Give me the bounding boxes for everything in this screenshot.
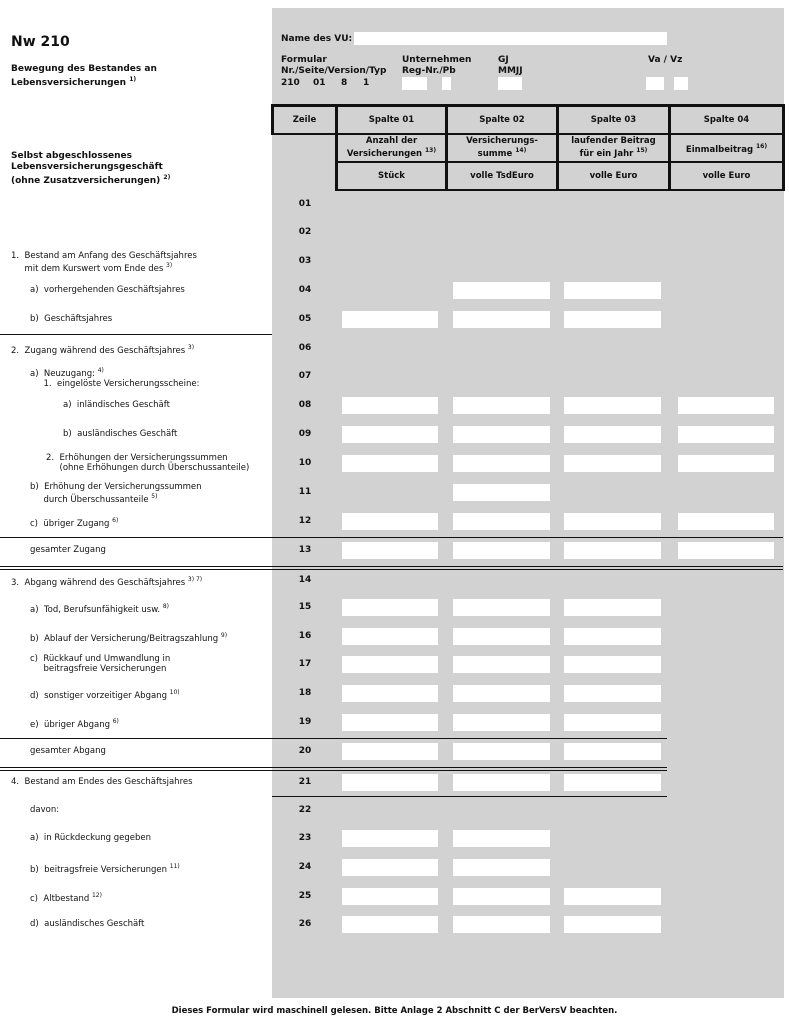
row-08-spalte-4-input[interactable]	[678, 397, 774, 414]
row-number: 22	[298, 805, 312, 815]
row-footnote: 4)	[97, 367, 104, 374]
row-label	[30, 688, 180, 701]
row-05-spalte-1-input[interactable]	[342, 311, 438, 328]
row-footnote: 8)	[162, 603, 169, 610]
description-line2-text: summe	[477, 148, 513, 159]
row-label	[30, 717, 119, 730]
description-line2	[580, 146, 648, 159]
row-label-text: a) Tod, Berufsunfähigkeit usw.	[30, 604, 161, 615]
vz-input[interactable]	[674, 77, 688, 90]
row-26-spalte-3-input[interactable]	[564, 916, 661, 933]
row-19-spalte-2-input[interactable]	[453, 714, 550, 731]
row-footnote: 9)	[220, 632, 228, 639]
description-footnote: 16)	[756, 142, 768, 150]
row-label-text: 4. Bestand am Endes des Geschäftsjahres	[11, 777, 193, 787]
section-separator	[272, 566, 783, 567]
row-label-text: c) Rückkauf und Umwandlung in	[30, 654, 171, 664]
header-vline	[782, 104, 785, 191]
row-20-spalte-3-input[interactable]	[564, 743, 661, 760]
formular-value-nr: 210	[281, 78, 300, 88]
row-21-spalte-2-input[interactable]	[453, 774, 550, 791]
row-24-spalte-2-input[interactable]	[453, 859, 550, 876]
row-label	[30, 631, 227, 644]
row-footnote: 3) 7)	[187, 576, 203, 583]
description-line1: Anzahl der	[365, 136, 418, 147]
row-footnote: 5)	[151, 493, 158, 500]
row-label	[11, 251, 197, 274]
formular-label: Formular	[281, 55, 327, 65]
row-18-spalte-3-input[interactable]	[564, 685, 661, 702]
row-25-spalte-1-input[interactable]	[342, 888, 438, 905]
row-08-spalte-3-input[interactable]	[564, 397, 661, 414]
formular-value-seite: 01	[313, 78, 326, 88]
row-13-spalte-1-input[interactable]	[342, 542, 438, 559]
row-label	[30, 545, 106, 555]
row-number: 15	[298, 602, 312, 612]
section-separator	[272, 796, 667, 797]
row-23-spalte-1-input[interactable]	[342, 830, 438, 847]
row-13-spalte-2-input[interactable]	[453, 542, 550, 559]
row-label	[63, 400, 170, 410]
row-16-spalte-1-input[interactable]	[342, 628, 438, 645]
row-label	[30, 805, 59, 815]
section-separator	[0, 537, 272, 538]
description-footnote: 14)	[515, 147, 527, 155]
zeile-header: Zeile	[292, 114, 317, 125]
row-20-spalte-2-input[interactable]	[453, 743, 550, 760]
row-number: 05	[298, 314, 312, 324]
row-19-spalte-1-input[interactable]	[342, 714, 438, 731]
spalte-4-description	[671, 135, 782, 161]
form-subtitle-line2: Lebensversicherungen $^{1)}$	[11, 76, 137, 88]
row-05-spalte-2-input[interactable]	[453, 311, 550, 328]
row-20-spalte-1-input[interactable]	[342, 743, 438, 760]
description-footnote: 13)	[424, 147, 437, 155]
row-label-text: gesamter Abgang	[30, 746, 106, 756]
row-label-text: c) übriger Zugang	[30, 518, 110, 529]
section-separator	[0, 569, 272, 570]
section-separator	[0, 334, 272, 335]
row-number: 12	[298, 516, 312, 526]
row-09-spalte-4-input[interactable]	[678, 426, 774, 443]
row-label-text: 1. Bestand am Anfang des Geschäftsjahres	[11, 251, 197, 261]
gj-input[interactable]	[498, 77, 522, 90]
row-label-text-line2: (ohne Erhöhungen durch Überschussanteile)	[46, 463, 250, 473]
row-label	[46, 453, 249, 473]
row-number: 02	[298, 227, 312, 237]
row-label	[30, 746, 106, 756]
row-25-spalte-2-input[interactable]	[453, 888, 550, 905]
row-15-spalte-3-input[interactable]	[564, 599, 661, 616]
row-label-text: b) ausländisches Geschäft	[63, 429, 178, 439]
row-label-text: a) in Rückdeckung gegeben	[30, 833, 151, 843]
row-label	[63, 429, 177, 439]
row-label-text: 2. Zugang während des Geschäftsjahres	[11, 345, 186, 356]
row-26-spalte-1-input[interactable]	[342, 916, 438, 933]
row-number: 10	[298, 458, 312, 468]
row-13-spalte-4-input[interactable]	[678, 542, 774, 559]
spalte-2-description	[448, 135, 556, 161]
row-label	[11, 343, 194, 356]
row-label	[30, 482, 202, 505]
row-label-text: d) ausländisches Geschäft	[30, 919, 145, 929]
row-17-spalte-1-input[interactable]	[342, 656, 438, 673]
unternehmen-label: Unternehmen	[402, 55, 472, 65]
row-number: 11	[298, 487, 312, 497]
spalte-3-header: Spalte 03	[590, 114, 637, 125]
spalte-1-description	[338, 135, 445, 161]
va-vz-label: Va / Vz	[648, 55, 683, 65]
row-15-spalte-1-input[interactable]	[342, 599, 438, 616]
row-number: 01	[298, 199, 312, 209]
row-label	[30, 285, 185, 295]
row-number: 13	[298, 545, 312, 555]
row-label-text-line2: beitragsfreie Versicherungen	[30, 664, 167, 674]
row-footnote: 10)	[169, 689, 180, 696]
row-number: 03	[298, 256, 312, 266]
row-16-spalte-3-input[interactable]	[564, 628, 661, 645]
vu-name-input[interactable]	[354, 32, 667, 45]
row-label	[30, 862, 180, 875]
row-footnote: 3)	[166, 262, 173, 269]
footer-note: Dieses Formular wird maschinell gelesen. Bitte Anlage 2 Abschnitt C der BerVersV beachten.	[171, 1006, 618, 1016]
row-number: 16	[298, 631, 312, 641]
section-separator	[0, 770, 272, 771]
row-number: 25	[298, 891, 312, 901]
spalte-2-header: Spalte 02	[479, 114, 525, 125]
description-line1: Einmalbeitrag	[685, 144, 754, 155]
formular-value-typ: 1	[363, 78, 370, 88]
row-label	[30, 516, 118, 529]
description-line2	[347, 146, 436, 159]
unternehmen-sub-label: Reg-Nr./Pb	[402, 66, 456, 76]
description-line1: laufender Beitrag	[571, 136, 656, 147]
row-footnote: 11)	[169, 863, 180, 870]
row-label-text: a) inländisches Geschäft	[63, 400, 170, 410]
row-10-spalte-3-input[interactable]	[564, 455, 661, 472]
row-11-spalte-2-input[interactable]	[453, 484, 550, 501]
description-line1-row	[686, 142, 767, 155]
row-09-spalte-1-input[interactable]	[342, 426, 438, 443]
row-09-spalte-3-input[interactable]	[564, 426, 661, 443]
row-12-spalte-1-input[interactable]	[342, 513, 438, 530]
spalte-3-unit: volle Euro	[589, 170, 638, 181]
row-04-spalte-3-input[interactable]	[564, 282, 661, 299]
row-label-text-line2: 1. eingelöste Versicherungsscheine:	[30, 378, 200, 389]
reg-nr-input[interactable]	[402, 77, 427, 90]
row-number: 20	[298, 746, 312, 756]
section-line2: Lebensversicherungsgeschäft	[11, 162, 163, 172]
header-hline	[336, 189, 783, 191]
row-label-text: b) Erhöhung der Versicherungssummen	[30, 482, 202, 492]
row-label-text: c) Altbestand	[30, 893, 90, 904]
row-15-spalte-2-input[interactable]	[453, 599, 550, 616]
row-25-spalte-3-input[interactable]	[564, 888, 661, 905]
row-label-text: b) Ablauf der Versicherung/Beitragszahlung	[30, 633, 219, 644]
row-label-text: a) vorhergehenden Geschäftsjahres	[30, 285, 185, 295]
spalte-1-header: Spalte 01	[368, 114, 415, 125]
section-line1: Selbst abgeschlossenes	[11, 151, 133, 161]
row-label-text: e) übriger Abgang	[30, 719, 111, 730]
row-number: 14	[298, 575, 312, 585]
row-12-spalte-2-input[interactable]	[453, 513, 550, 530]
row-17-spalte-2-input[interactable]	[453, 656, 550, 673]
row-16-spalte-2-input[interactable]	[453, 628, 550, 645]
row-label-text: b) beitragsfreie Versicherungen	[30, 864, 168, 875]
row-12-spalte-4-input[interactable]	[678, 513, 774, 530]
row-label	[30, 891, 102, 904]
row-label	[30, 366, 200, 389]
row-label-text: d) sonstiger vorzeitiger Abgang	[30, 690, 167, 701]
description-line1: Versicherungs-	[466, 136, 538, 147]
row-label	[30, 602, 169, 615]
row-number: 26	[298, 919, 312, 929]
row-number: 23	[298, 833, 312, 843]
row-number: 24	[298, 862, 312, 872]
row-footnote: 6)	[112, 718, 119, 725]
row-label	[30, 919, 144, 929]
row-label	[11, 777, 193, 787]
row-label	[30, 654, 170, 674]
row-24-spalte-1-input[interactable]	[342, 859, 438, 876]
description-line2	[478, 146, 527, 159]
row-09-spalte-2-input[interactable]	[453, 426, 550, 443]
row-19-spalte-3-input[interactable]	[564, 714, 661, 731]
row-18-spalte-2-input[interactable]	[453, 685, 550, 702]
row-04-spalte-2-input[interactable]	[453, 282, 550, 299]
vu-name-label: Name des VU:	[281, 34, 353, 44]
form-code: Nw 210	[11, 34, 70, 50]
section-separator	[0, 767, 272, 768]
row-number: 09	[298, 429, 312, 439]
row-label-text-line2: mit dem Kurswert vom Ende des	[11, 263, 164, 274]
row-number: 17	[298, 659, 312, 669]
row-number: 06	[298, 343, 312, 353]
spalte-3-description	[559, 135, 668, 161]
section-separator	[272, 770, 667, 771]
row-footnote: 3)	[187, 344, 195, 351]
section-line3: (ohne Zusatzversicherungen) $^{2)}$	[11, 174, 171, 186]
section-separator	[272, 569, 783, 570]
row-26-spalte-2-input[interactable]	[453, 916, 550, 933]
section-separator	[0, 738, 272, 739]
row-label	[30, 833, 151, 843]
row-label-text: 2. Erhöhungen der Versicherungssummen	[46, 453, 228, 463]
row-number: 04	[298, 285, 312, 295]
row-label-text: 3. Abgang während des Geschäftsjahres	[11, 577, 186, 588]
section-separator	[272, 537, 783, 538]
row-label	[11, 575, 202, 588]
row-12-spalte-3-input[interactable]	[564, 513, 661, 530]
row-label-text-line2: durch Überschussanteile	[30, 494, 149, 505]
row-label-text: a) Neuzugang:	[30, 368, 96, 379]
row-label	[30, 314, 112, 324]
row-08-spalte-2-input[interactable]	[453, 397, 550, 414]
row-label-text: gesamter Zugang	[30, 545, 106, 555]
pb-input[interactable]	[442, 77, 451, 90]
va-input[interactable]	[646, 77, 664, 90]
row-number: 19	[298, 717, 312, 727]
gj-sub-label: MMJJ	[498, 66, 523, 76]
spalte-4-header: Spalte 04	[703, 114, 750, 125]
row-10-spalte-1-input[interactable]	[342, 455, 438, 472]
row-label-text: davon:	[30, 805, 60, 815]
formular-value-version: 8	[341, 78, 348, 88]
gj-label: GJ	[498, 55, 509, 65]
row-number: 08	[298, 400, 312, 410]
section-separator	[272, 767, 667, 768]
row-label-text: b) Geschäftsjahres	[30, 314, 113, 324]
row-21-spalte-1-input[interactable]	[342, 774, 438, 791]
row-number: 18	[298, 688, 312, 698]
spalte-4-unit: volle Euro	[702, 170, 751, 181]
description-line2-text: für ein Jahr	[579, 148, 634, 159]
spalte-1-unit: Stück	[378, 170, 405, 181]
row-number: 21	[298, 777, 312, 787]
description-line2-text: Versicherungen	[346, 148, 423, 159]
row-10-spalte-2-input[interactable]	[453, 455, 550, 472]
row-13-spalte-3-input[interactable]	[564, 542, 661, 559]
row-number: 07	[298, 371, 312, 381]
row-21-spalte-3-input[interactable]	[564, 774, 661, 791]
section-separator	[272, 738, 667, 739]
row-05-spalte-3-input[interactable]	[564, 311, 661, 328]
form-subtitle-line1: Bewegung des Bestandes an	[11, 64, 157, 74]
section-separator	[0, 566, 272, 567]
row-08-spalte-1-input[interactable]	[342, 397, 438, 414]
row-18-spalte-1-input[interactable]	[342, 685, 438, 702]
spalte-2-unit: volle TsdEuro	[470, 170, 534, 181]
row-footnote: 12)	[91, 892, 102, 899]
row-footnote: 6)	[112, 517, 119, 524]
row-10-spalte-4-input[interactable]	[678, 455, 774, 472]
row-17-spalte-3-input[interactable]	[564, 656, 661, 673]
formular-sub-label: Nr./Seite/Version/Typ	[281, 66, 387, 76]
row-23-spalte-2-input[interactable]	[453, 830, 550, 847]
description-footnote: 15)	[636, 147, 648, 155]
